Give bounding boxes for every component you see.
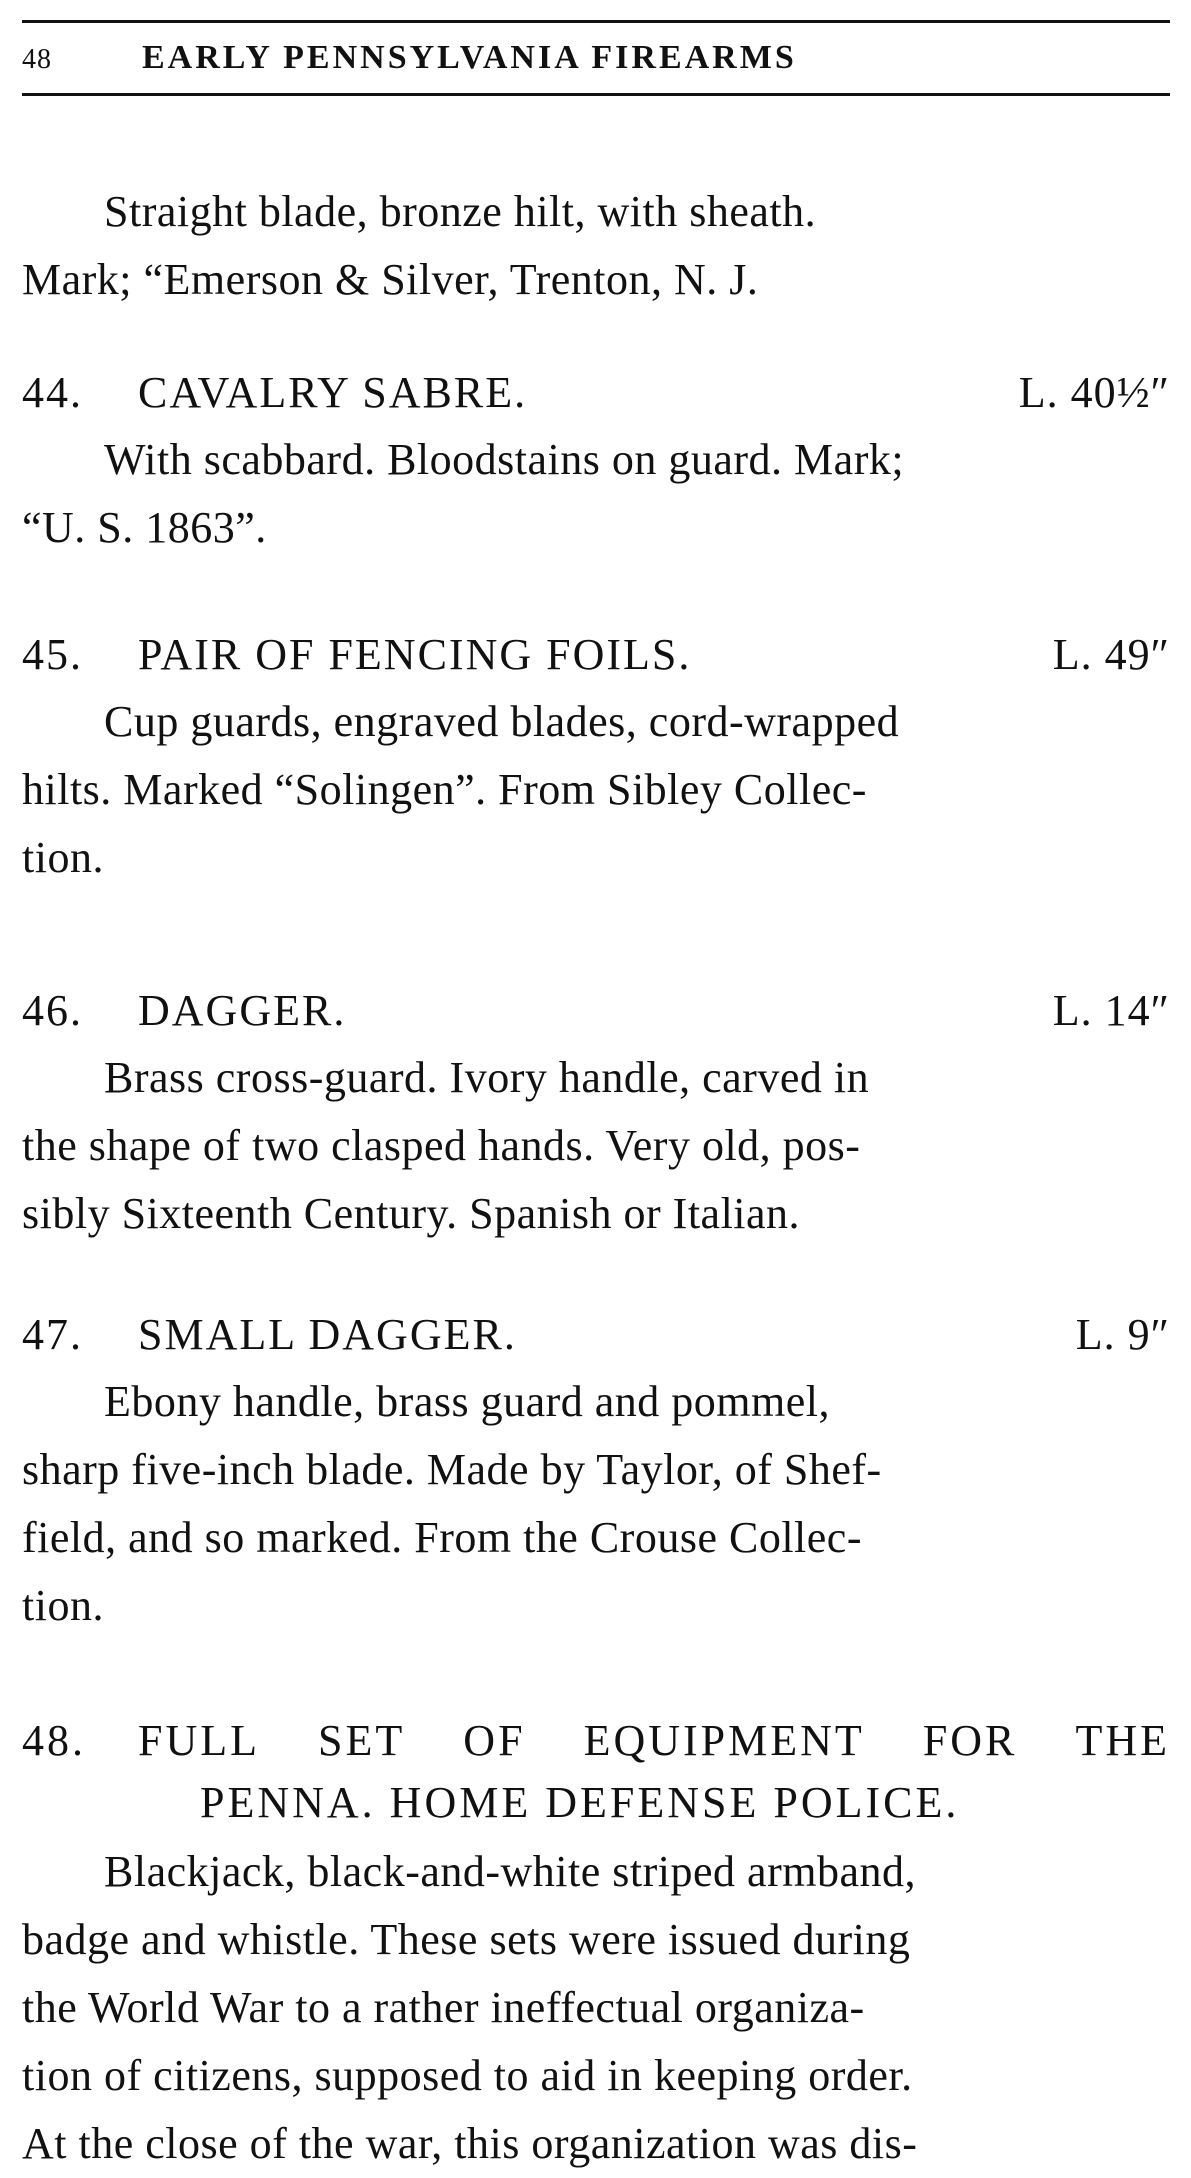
body-line: Blackjack, black-and-white striped armband,: [104, 1847, 916, 1896]
body-line: sharp five-inch blade. Made by Taylor, of Shef-: [22, 1445, 882, 1494]
entry-title: CAVALRY SABRE.: [138, 368, 528, 417]
entry-number: 48.: [22, 1716, 86, 1765]
title-word: FOR: [922, 1716, 1018, 1765]
continuation-paragraph: [22, 178, 1170, 314]
title-word: FULL: [138, 1716, 260, 1765]
body-line: tion.: [22, 833, 104, 882]
header-bottom-rule: [22, 93, 1170, 96]
entry-length: L. 49″: [1052, 630, 1170, 679]
entry-number: 47.: [22, 1310, 83, 1359]
entry-length: L. 14″: [1052, 986, 1170, 1035]
entry-length: L. 40½″: [1018, 368, 1170, 417]
body-line: badge and whistle. These sets were issued during: [22, 1915, 911, 1964]
body-line: the World War to a rather ineffectual organiza-: [22, 1983, 865, 2032]
body-line: hilts. Marked “Solingen”. From Sibley Collec-: [22, 765, 867, 814]
entry-title: SMALL DAGGER.: [138, 1310, 517, 1359]
body-line: “U. S. 1863”.: [22, 503, 267, 552]
entry-heading: [22, 978, 1170, 1044]
body-line: field, and so marked. From the Crouse Collec-: [22, 1513, 862, 1562]
catalog-entry-44: [22, 360, 1170, 562]
catalog-entry-48: [22, 1710, 1170, 2178]
body-line: Mark; “Emerson & Silver, Trenton, N. J.: [22, 255, 759, 304]
body-line: Straight blade, bronze hilt, with sheath.: [104, 187, 817, 236]
entry-title-line-1: [138, 1710, 1170, 1772]
entry-title: DAGGER.: [138, 986, 347, 1035]
body-line: Brass cross-guard. Ivory handle, carved in: [104, 1053, 870, 1102]
title-word: EQUIPMENT: [583, 1716, 865, 1765]
entry-title: PAIR OF FENCING FOILS.: [138, 630, 692, 679]
body-line: tion of citizens, supposed to aid in keeping order.: [22, 2051, 913, 2100]
catalog-entry-45: [22, 622, 1170, 892]
body-line: the shape of two clasped hands. Very old, pos-: [22, 1121, 861, 1170]
entry-heading: [22, 1710, 1170, 1834]
body-line: Cup guards, engraved blades, cord-wrapped: [104, 697, 900, 746]
entry-number: 45.: [22, 630, 83, 679]
entry-length: L. 9″: [1075, 1310, 1170, 1359]
running-head: [22, 23, 1170, 93]
title-word: OF: [463, 1716, 526, 1765]
body-line: With scabbard. Bloodstains on guard. Mark;: [104, 435, 905, 484]
catalog-entry-46: [22, 978, 1170, 1248]
book-page: [22, 20, 1170, 2168]
entry-heading: [22, 360, 1170, 426]
running-title: EARLY PENNSYLVANIA FIREARMS: [142, 39, 797, 76]
entry-heading: [22, 1302, 1170, 1368]
entry-title-line-2: PENNA. HOME DEFENSE POLICE.: [200, 1778, 960, 1827]
body-line: tion.: [22, 1581, 104, 1630]
title-word: SET: [318, 1716, 406, 1765]
body-line: At the close of the war, this organization was dis-: [22, 2119, 918, 2168]
entry-heading: [22, 622, 1170, 688]
title-word: THE: [1075, 1716, 1170, 1765]
page-number: 48: [22, 44, 52, 75]
entry-number: 44.: [22, 368, 83, 417]
body-line: Ebony handle, brass guard and pommel,: [104, 1377, 831, 1426]
entry-number: 46.: [22, 986, 83, 1035]
body-line: sibly Sixteenth Century. Spanish or Italian.: [22, 1189, 801, 1238]
catalog-entry-47: [22, 1302, 1170, 1640]
